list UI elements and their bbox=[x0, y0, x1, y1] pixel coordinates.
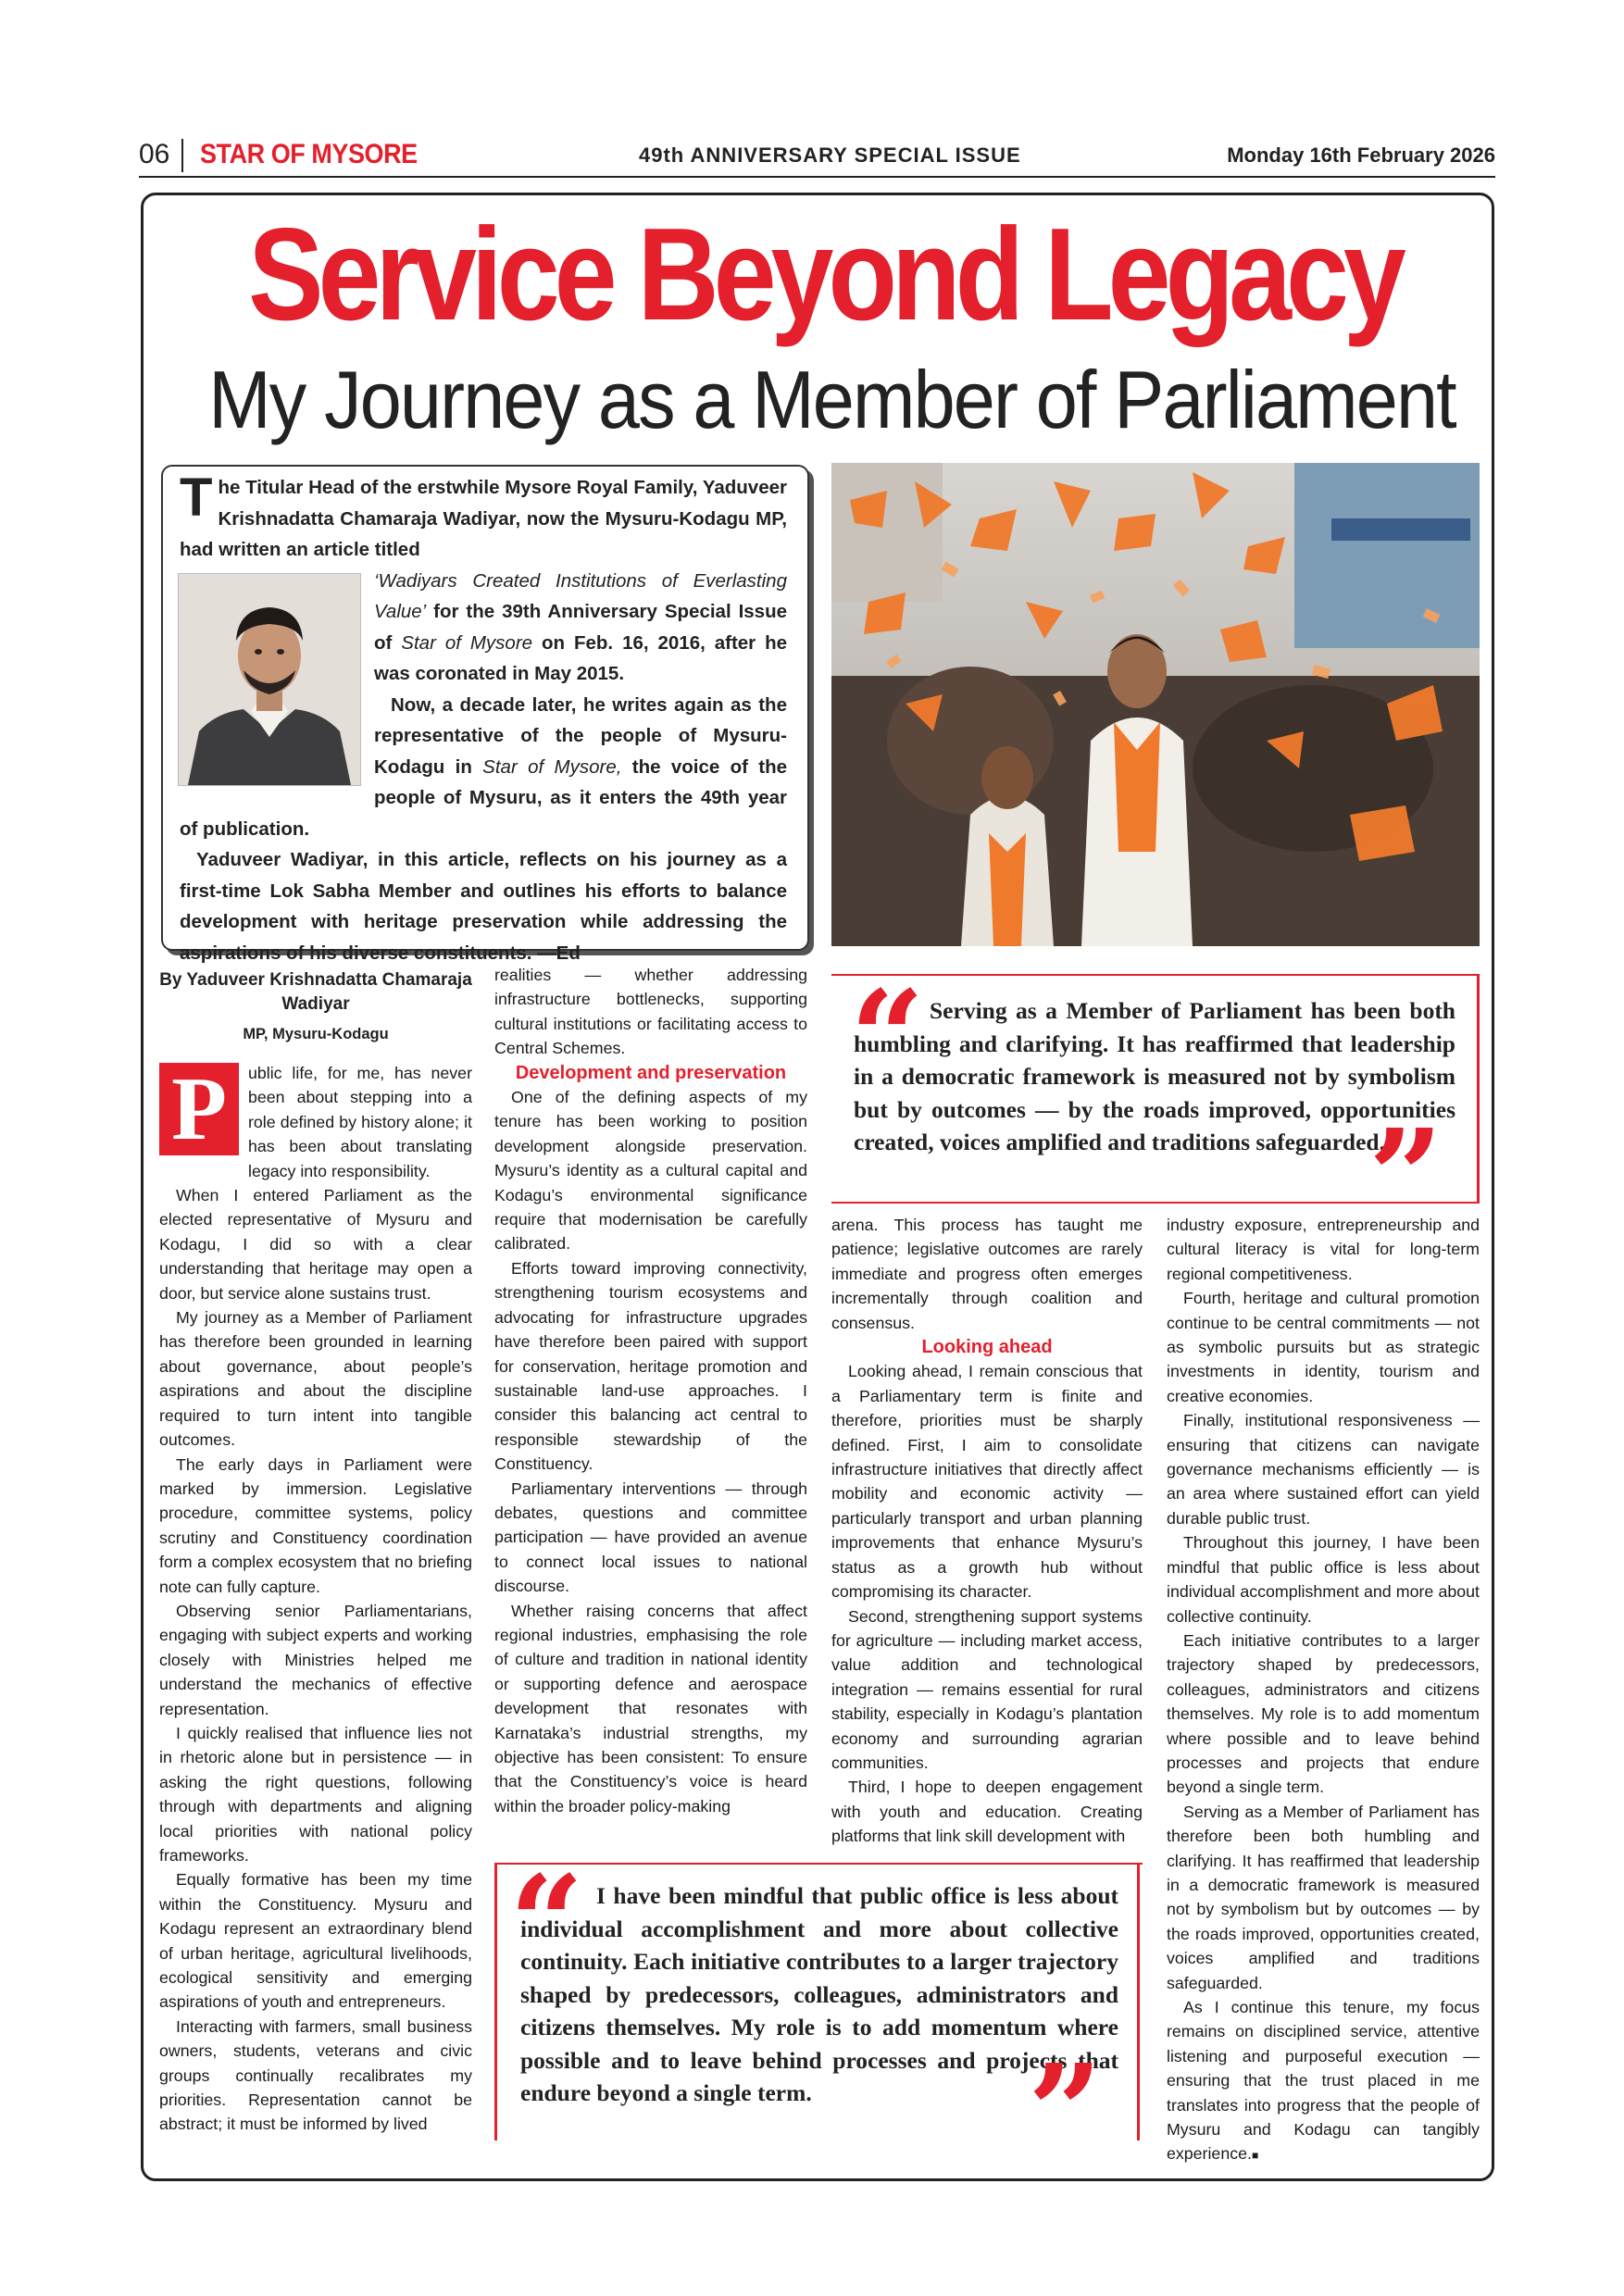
pull-quote-text: I have been mindful that public office is less about individual accomplishment and more about collective continuity. Each initiative contributes to a larger trajectory shaped by predecessors, colleagues, administrators and citizens themselves. My role is to add momentum where possible and to leave behind processes and projects that endure beyond a single term. bbox=[520, 1882, 1118, 2106]
editor-note-p3: Yaduveer Wadiyar, in this article, reflects on his journey as a first-time Lok Sabha Member and outlines his efforts to balance development with heritage preservation while addressing the aspirations of his diverse constituents. —Ed bbox=[180, 849, 787, 964]
open-quote-icon: “ bbox=[850, 963, 925, 1115]
newspaper-logo: STAR OF MYSORE bbox=[200, 139, 418, 169]
pull-quote-2 bbox=[494, 1848, 1143, 2189]
editor-note-p1a: he Titular Head of the erstwhile Mysore Royal Family, Yaduveer Krishnadatta Chamaraja Wadiyar, now the Mysuru-Kodagu MP, had written an article titled bbox=[180, 477, 787, 560]
paragraph: Fourth, heritage and cultural promotion continue to be central commitments — not as symbolic pursuits but as strategic investments in identity, tourism and creative economies. bbox=[1167, 1289, 1480, 1405]
masthead-divider bbox=[181, 139, 183, 172]
editor-note-paper-name-2: Star of Mysore, bbox=[482, 755, 622, 778]
paragraph: Second, strengthening support systems for agriculture — including market access, value addition and technological integration — remains essential for rural stability, especially in Kodagu’s plantation economy and surrounding agrarian communities. bbox=[831, 1606, 1143, 1772]
editor-note bbox=[180, 468, 788, 968]
paragraph: realities — whether addressing infrastructure bottlenecks, supporting cultural institutions or facilitating access to Central Schemes. bbox=[494, 966, 807, 1058]
section-heading: Development and preservation bbox=[515, 1062, 787, 1083]
paragraph: Efforts toward improving connectivity, strengthening tourism ecosystems and advocating for infrastructure upgrades have therefore been paired with support for conservation, heritage promotion and sustainable land-use approaches. I consider this balancing act central to responsible stewardship of the Constituency. bbox=[494, 1258, 807, 1474]
editor-dropcap: T bbox=[180, 468, 213, 528]
rally-photo bbox=[831, 463, 1480, 946]
pull-quote-rule bbox=[494, 1863, 497, 2140]
article-column-2 bbox=[494, 963, 807, 1818]
pull-quote-rule bbox=[831, 974, 1480, 976]
editor-note-p2a: Now, a decade later, he writes again as the representative of the people of Mysuru-Kodagu in bbox=[374, 693, 787, 778]
editor-note-p2b: the voice of the people of Mysuru, as it enters the 49th year of publication. bbox=[180, 755, 787, 840]
paragraph: The early days in Parliament were marked by immersion. Legislative procedure, committee systems, policy scrutiny and Constituency coordination form a complex ecosystem that no briefing note can fully capture. bbox=[159, 1454, 472, 1596]
paragraph: One of the defining aspects of my tenure has been working to position development alongside preservation. Mysuru’s identity as a cultural capital and Kodagu’s environmental significance require that modernisation be carefully calibrated. bbox=[494, 1088, 807, 1254]
byline-role: MP, Mysuru-Kodagu bbox=[243, 1026, 389, 1042]
pull-quote-rule bbox=[1477, 974, 1480, 1204]
article-column-3 bbox=[831, 1213, 1143, 1849]
pull-quote-rule bbox=[494, 1863, 1143, 1865]
editor-note-article-title: ‘Wadiyars Created Institutions of Everlasting Value’ bbox=[374, 569, 787, 622]
editor-note-p1b: for the 39th Anniversary Special Issue of bbox=[374, 601, 787, 654]
paragraph: Each initiative contributes to a larger trajectory shaped by predecessors, colleagues, administrators and citizens themselves. My role is to add momentum where possible and to leave behind processes and projects that endure beyond a single term. bbox=[1167, 1630, 1480, 1797]
editor-note-paper-name: Star of Mysore bbox=[401, 631, 533, 654]
close-quote-icon: ” bbox=[1368, 1102, 1443, 1254]
section-heading: Looking ahead bbox=[921, 1337, 1053, 1358]
paragraph: ublic life, for me, has never been about stepping into a role defined by history alone; it has been about translating legacy into responsibility. bbox=[248, 1064, 472, 1180]
paragraph: When I entered Parliament as the elected representative of Mysuru and Kodagu, I did so with a clear understanding that heritage may open a door, but service alone sustains trust. bbox=[159, 1186, 472, 1303]
article-column-1 bbox=[159, 1061, 472, 2137]
pull-quote-text: Serving as a Member of Parliament has been both humbling and clarifying. It has reaffirmed that leadership in a democratic framework is measured not by symbolism but by outcomes — by the roads improved, opportunities created, voices amplified and traditions safeguarded. bbox=[854, 997, 1455, 1155]
paragraph: Throughout this journey, I have been mindful that public office is less about individual accomplishment and more about collective continuity. bbox=[1167, 1533, 1480, 1626]
paragraph: Looking ahead, I remain conscious that a Parliamentary term is finite and therefore, priorities must be sharply defined. First, I aim to consolidate infrastructure initiatives that directly affect mobility and economic activity — particularly transport and urban planning improvements that enhance Mysuru’s status as a growth hub without compromising its character. bbox=[831, 1362, 1143, 1602]
paragraph: Serving as a Member of Parliament has therefore been both humbling and clarifying. It has reaffirmed that leadership in a democratic framework is measured not by symbolism but by outcomes — by the roads improved, opportunities created, voices amplified and traditions safeguarded. bbox=[1167, 1802, 1480, 1992]
paragraph: Observing senior Parliamentarians, engaging with subject experts and working closely with Ministries helped me understand the mechanics of effective representation. bbox=[159, 1601, 472, 1718]
pull-quote-rule bbox=[1137, 1863, 1140, 2140]
paragraph: As I continue this tenure, my focus remains on disciplined service, attentive listening and purposeful execution — ensuring that the trust placed in me translates into progress that the people of Mysuru and Kodagu can tangibly experience. bbox=[1167, 1998, 1480, 2164]
article-column-4 bbox=[1167, 1213, 1480, 2168]
paragraph: Equally formative has been my time within the Constituency. Mysuru and Kodagu represent an extraordinary blend of urban heritage, agricultural livelihoods, ecological sensitivity and emerging aspirations of youth and entrepreneurs. bbox=[159, 1870, 472, 2012]
open-quote-icon: “ bbox=[509, 1848, 584, 2000]
paragraph: Finally, institutional responsiveness — ensuring that citizens can navigate governance mechanisms efficiently — is an area where sustained effort can yield durable public trust. bbox=[1167, 1411, 1480, 1528]
byline bbox=[159, 968, 472, 1046]
page-number: 06 bbox=[139, 139, 170, 169]
paragraph: Third, I hope to deepen engagement with youth and education. Creating platforms that link skill development with bbox=[831, 1778, 1143, 1846]
masthead-rule bbox=[139, 176, 1495, 178]
issue-date: Monday 16th February 2026 bbox=[1227, 144, 1495, 167]
paragraph: industry exposure, entrepreneurship and cultural literacy is vital for long-term regional competitiveness. bbox=[1167, 1216, 1480, 1283]
paragraph: My journey as a Member of Parliament has therefore been grounded in learning about governance, about people’s aspirations and about the discipline required to turn intent into tangible outcomes. bbox=[159, 1308, 472, 1450]
headline: Service Beyond Legacy bbox=[248, 201, 1401, 348]
masthead bbox=[139, 137, 1495, 176]
issue-label: 49th ANNIVERSARY SPECIAL ISSUE bbox=[639, 144, 1021, 167]
paragraph: Interacting with farmers, small business owners, students, veterans and civic groups continually recalibrates my priorities. Representation cannot be abstract; it must be informed by lived bbox=[159, 2016, 472, 2134]
editor-note-p1c: on Feb. 16, 2016, after he was coronated in May 2015. bbox=[374, 631, 788, 684]
article-dropcap: P bbox=[159, 1063, 239, 1155]
author-portrait bbox=[178, 573, 361, 786]
subheadline: My Journey as a Member of Parliament bbox=[208, 354, 1455, 445]
paragraph: I quickly realised that influence lies not in rhetoric alone but in persistence — in asking the right questions, following through with departments and aligning local priorities with national policy frameworks. bbox=[159, 1723, 472, 1865]
end-mark-icon: ■ bbox=[1251, 2149, 1259, 2163]
close-quote-icon: ” bbox=[1028, 2037, 1103, 2189]
paragraph: Parliamentary interventions — through debates, questions and committee participation — have provided an avenue to connect local issues to national discourse. bbox=[494, 1479, 807, 1596]
paragraph: arena. This process has taught me patience; legislative outcomes are rarely immediate and progress often emerges incrementally through coalition and consensus. bbox=[831, 1216, 1143, 1332]
byline-author: By Yaduveer Krishnadatta Chamaraja Wadiyar bbox=[159, 970, 472, 1014]
paragraph: Whether raising concerns that affect regional industries, emphasising the role of culture and tradition in national identity or supporting defence and aerospace development that resonates with Karnataka’s industrial strengths, my objective has been consistent: To ensure that the Constituency’s voice is heard within the broader policy-making bbox=[494, 1601, 807, 1816]
